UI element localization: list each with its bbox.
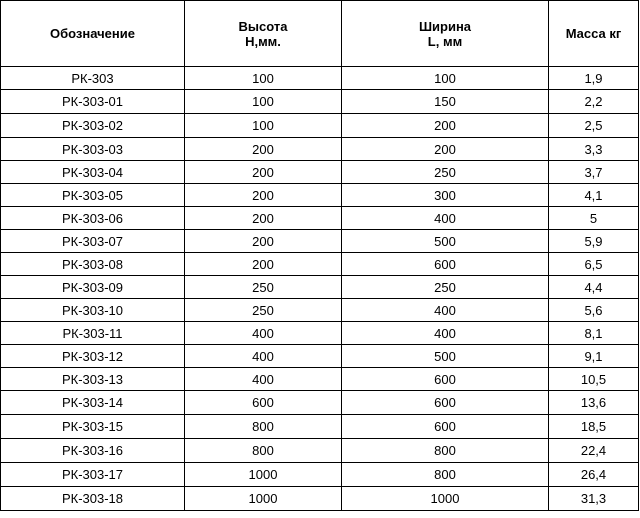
cell-designation: РК-303: [1, 67, 185, 90]
cell-height: 400: [185, 322, 342, 345]
header-mass-label: Масса кг: [565, 26, 622, 41]
cell-width: 600: [342, 415, 549, 439]
cell-width: 300: [342, 184, 549, 207]
cell-designation: РК-303-06: [1, 207, 185, 230]
cell-width: 400: [342, 322, 549, 345]
cell-designation: РК-303-10: [1, 299, 185, 322]
cell-mass: 2,2: [549, 90, 639, 114]
cell-mass: 22,4: [549, 439, 639, 463]
cell-width: 500: [342, 345, 549, 368]
cell-height: 400: [185, 345, 342, 368]
cell-width: 200: [342, 138, 549, 161]
cell-designation: РК-303-08: [1, 253, 185, 276]
cell-mass: 10,5: [549, 368, 639, 391]
cell-designation: РК-303-03: [1, 138, 185, 161]
cell-mass: 5,9: [549, 230, 639, 253]
table-row: [1, 90, 639, 114]
table-row: [1, 253, 639, 276]
cell-width: 100: [342, 67, 549, 90]
table-row: [1, 276, 639, 299]
cell-height: 250: [185, 276, 342, 299]
cell-designation: РК-303-05: [1, 184, 185, 207]
table-row: [1, 463, 639, 487]
header-designation: [1, 1, 185, 67]
cell-height: 1000: [185, 487, 342, 511]
table-body: [1, 67, 639, 511]
cell-width: 800: [342, 439, 549, 463]
cell-designation: РК-303-16: [1, 439, 185, 463]
cell-height: 200: [185, 184, 342, 207]
cell-mass: 3,3: [549, 138, 639, 161]
cell-designation: РК-303-01: [1, 90, 185, 114]
table-row: [1, 391, 639, 415]
table-row: [1, 67, 639, 90]
table-row: [1, 368, 639, 391]
cell-designation: РК-303-15: [1, 415, 185, 439]
cell-mass: 26,4: [549, 463, 639, 487]
cell-mass: 4,4: [549, 276, 639, 299]
header-height: [185, 1, 342, 67]
cell-width: 1000: [342, 487, 549, 511]
cell-mass: 4,1: [549, 184, 639, 207]
header-designation-label: Обозначение: [50, 26, 135, 41]
table-row: [1, 322, 639, 345]
cell-designation: РК-303-11: [1, 322, 185, 345]
cell-height: 400: [185, 368, 342, 391]
table-row: [1, 114, 639, 138]
cell-mass: 8,1: [549, 322, 639, 345]
cell-mass: 9,1: [549, 345, 639, 368]
header-height-unit: H,мм.: [245, 33, 281, 49]
cell-width: 400: [342, 207, 549, 230]
cell-width: 400: [342, 299, 549, 322]
cell-mass: 31,3: [549, 487, 639, 511]
cell-mass: 13,6: [549, 391, 639, 415]
cell-designation: РК-303-13: [1, 368, 185, 391]
table-row: [1, 487, 639, 511]
cell-height: 100: [185, 67, 342, 90]
cell-mass: 18,5: [549, 415, 639, 439]
cell-height: 800: [185, 439, 342, 463]
table-row: [1, 299, 639, 322]
table-row: [1, 138, 639, 161]
cell-mass: 6,5: [549, 253, 639, 276]
cell-height: 100: [185, 90, 342, 114]
cell-mass: 5: [549, 207, 639, 230]
cell-width: 800: [342, 463, 549, 487]
cell-height: 800: [185, 415, 342, 439]
cell-width: 600: [342, 253, 549, 276]
header-mass: [549, 1, 639, 67]
cell-height: 250: [185, 299, 342, 322]
cell-designation: РК-303-04: [1, 161, 185, 184]
cell-designation: РК-303-07: [1, 230, 185, 253]
table-row: [1, 161, 639, 184]
cell-mass: 5,6: [549, 299, 639, 322]
header-width: [342, 1, 549, 67]
cell-mass: 2,5: [549, 114, 639, 138]
cell-height: 200: [185, 230, 342, 253]
cell-designation: РК-303-18: [1, 487, 185, 511]
cell-width: 500: [342, 230, 549, 253]
cell-height: 100: [185, 114, 342, 138]
table-row: [1, 207, 639, 230]
cell-height: 600: [185, 391, 342, 415]
table-row: [1, 415, 639, 439]
cell-height: 200: [185, 207, 342, 230]
cell-width: 250: [342, 161, 549, 184]
table-row: [1, 184, 639, 207]
cell-designation: РК-303-14: [1, 391, 185, 415]
cell-height: 200: [185, 253, 342, 276]
cell-width: 600: [342, 368, 549, 391]
table-row: [1, 230, 639, 253]
cell-width: 150: [342, 90, 549, 114]
header-row: [1, 1, 639, 67]
cell-mass: 3,7: [549, 161, 639, 184]
header-width-unit: L, мм: [427, 33, 463, 49]
table-row: [1, 439, 639, 463]
cell-width: 600: [342, 391, 549, 415]
header-height-label: Высота: [238, 18, 288, 34]
table-row: [1, 345, 639, 368]
cell-height: 1000: [185, 463, 342, 487]
cell-designation: РК-303-17: [1, 463, 185, 487]
cell-height: 200: [185, 138, 342, 161]
cell-designation: РК-303-12: [1, 345, 185, 368]
cell-width: 200: [342, 114, 549, 138]
header-width-label: Ширина: [418, 18, 472, 34]
cell-width: 250: [342, 276, 549, 299]
cell-height: 200: [185, 161, 342, 184]
cell-mass: 1,9: [549, 67, 639, 90]
cell-designation: РК-303-09: [1, 276, 185, 299]
cell-designation: РК-303-02: [1, 114, 185, 138]
